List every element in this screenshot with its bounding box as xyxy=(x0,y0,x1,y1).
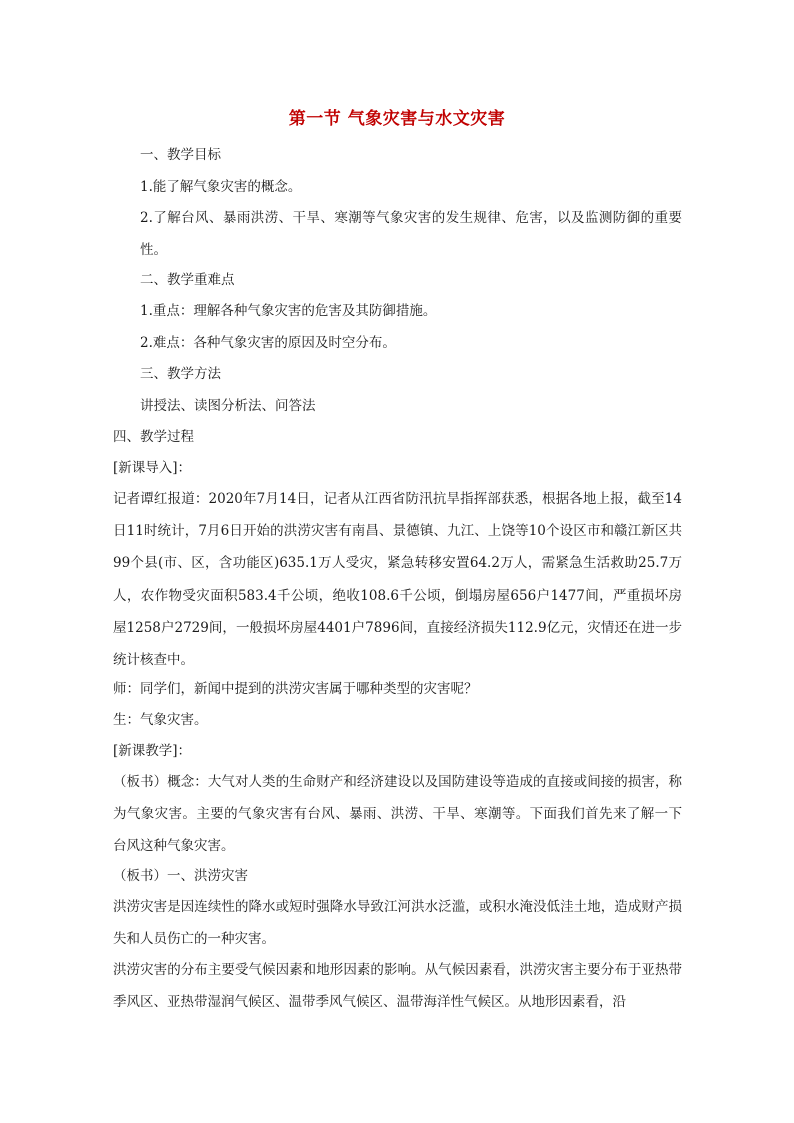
page-title: 第一节 气象灾害与水文灾害 xyxy=(288,109,506,129)
flood-distribution: 洪涝灾害的分布主要受气候因素和地形因素的影响。从气候因素看，洪涝灾害主要分布于亚热带季风区、亚热带湿润气候区、温带季风气候区、温带海洋性气候区。从地形因素看，沿 xyxy=(113,962,682,1011)
section-heading-process: 四、教学过程 xyxy=(113,429,194,445)
teacher-question: 师：同学们，新闻中提到的洪涝灾害属于哪种类型的灾害呢？ xyxy=(113,681,478,697)
keypoint-1: 1.重点：理解各种气象灾害的危害及其防御措施。 xyxy=(140,303,437,319)
section-heading-keypoints: 二、教学重难点 xyxy=(140,272,235,288)
teaching-label: [新课教学]： xyxy=(113,743,192,759)
objective-1: 1.能了解气象灾害的概念。 xyxy=(140,179,302,195)
objective-2: 2.了解台风、暴雨洪涝、干旱、寒潮等气象灾害的发生规律、危害，以及监测防御的重要性。 xyxy=(140,210,682,259)
methods-text: 讲授法、读图分析法、问答法 xyxy=(140,398,316,414)
flood-definition: 洪涝灾害是因连续性的降水或短时强降水导致江河洪水泛滥，或积水淹没低洼土地，造成财产损失和人员伤亡的一种灾害。 xyxy=(113,899,682,948)
intro-label: [新课导入]： xyxy=(113,460,192,476)
news-paragraph: 记者谭红报道：2020年7月14日，记者从江西省防汛抗旱指挥部获悉，根据各地上报，截至14日11时统计，7月6日开始的洪涝灾害有南昌、景德镇、九江、上饶等10个设区市和赣江新区共99个县(市、区，含功能区)635.1万人受灾，紧急转移安置64.2万人，需紧急生活救助25.7万人，农作物受灾面积583.4千公顷，绝收108.6千公顷，倒塌房屋656户1477间，严重损坏房屋1258户2729间，一般损坏房屋4401户7896间，直接经济损失112.9亿元，灾情还在进一步统计核查中。 xyxy=(113,491,682,669)
student-answer: 生：气象灾害。 xyxy=(113,712,208,728)
flood-heading: （板书）一、洪涝灾害 xyxy=(113,868,248,884)
concept-paragraph: （板书）概念：大气对人类的生命财产和经济建设以及国防建设等造成的直接或间接的损害，称为气象灾害。主要的气象灾害有台风、暴雨、洪涝、干旱、寒潮等。下面我们首先来了解一下 台风这种气象灾害。 xyxy=(113,774,682,855)
section-heading-methods: 三、教学方法 xyxy=(140,366,221,382)
keypoint-2: 2.难点：各种气象灾害的原因及时空分布。 xyxy=(140,335,396,351)
section-heading-objectives: 一、教学目标 xyxy=(140,147,221,163)
